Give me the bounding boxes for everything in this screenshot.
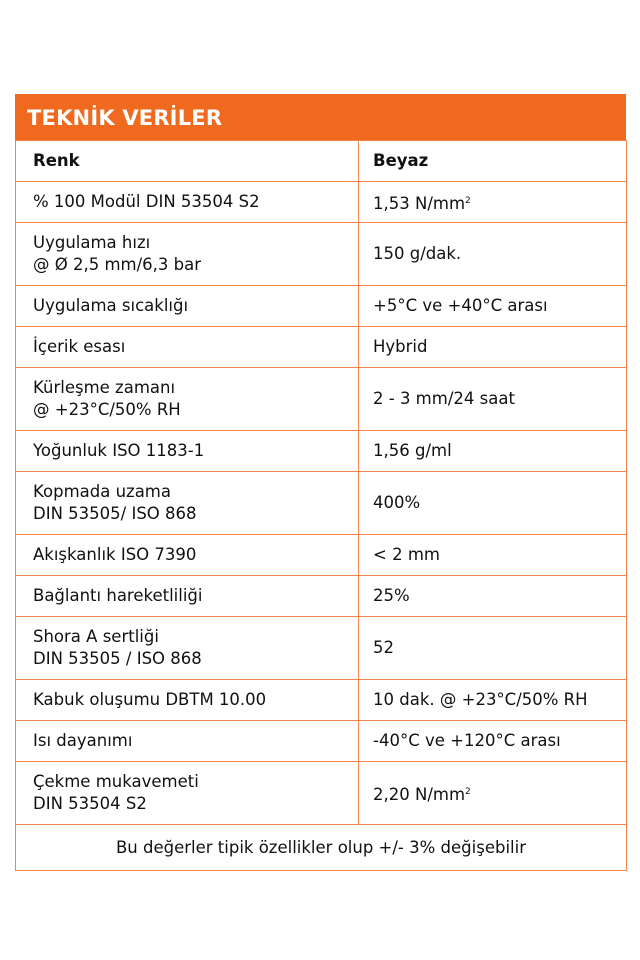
property-value: [359, 472, 627, 535]
property-name: [16, 286, 359, 327]
property-value: [359, 286, 627, 327]
property-name-line: Renk: [33, 151, 80, 170]
property-value: [359, 576, 627, 617]
property-value-text: 25%: [373, 586, 410, 605]
property-value: [359, 431, 627, 472]
property-value-text: 1,53 N/mm: [373, 193, 466, 213]
table-row: [16, 182, 627, 223]
property-value-text: +5°C ve +40°C arası: [373, 296, 548, 315]
property-value-text: 1,56 g/ml: [373, 441, 452, 460]
property-value: [359, 762, 627, 825]
property-name: [16, 617, 359, 680]
property-value-text: 52: [373, 638, 394, 657]
table-row: [16, 472, 627, 535]
property-value-text: 150 g/dak.: [373, 244, 462, 263]
property-name-line: Kürleşme zamanı: [33, 378, 176, 397]
property-value-text: < 2 mm: [373, 545, 440, 564]
property-name-line: Uygulama sıcaklığı: [33, 296, 189, 315]
unit-superscript: 2: [465, 786, 471, 797]
property-name-line: Kabuk oluşumu DBTM 10.00: [33, 690, 267, 709]
property-name-line: Çekme mukavemeti: [33, 772, 199, 791]
property-name: [16, 576, 359, 617]
property-value-text: 400%: [373, 493, 421, 512]
property-name: [16, 368, 359, 431]
property-name: [16, 472, 359, 535]
property-value: [359, 617, 627, 680]
property-value: [359, 535, 627, 576]
property-name: [16, 327, 359, 368]
property-name-line: % 100 Modül DIN 53504 S2: [33, 192, 260, 211]
table-row: [16, 680, 627, 721]
property-name-line: DIN 53504 S2: [33, 794, 147, 813]
property-value: [359, 223, 627, 286]
property-value: [359, 327, 627, 368]
technical-data-sheet: [15, 94, 626, 871]
table-row: [16, 535, 627, 576]
unit-superscript: 2: [465, 195, 471, 206]
property-name: [16, 182, 359, 223]
property-name: [16, 141, 359, 182]
table-row: [16, 762, 627, 825]
property-name: [16, 721, 359, 762]
footer-note: Bu değerler tipik özellikler olup +/- 3% değişebilir: [16, 825, 627, 871]
property-name-line: Isı dayanımı: [33, 731, 133, 750]
property-name: [16, 762, 359, 825]
table-row: [16, 721, 627, 762]
property-name-line: @ +23°C/50% RH: [33, 400, 181, 419]
property-name-line: DIN 53505 / ISO 868: [33, 649, 202, 668]
property-name-line: Yoğunluk ISO 1183-1: [33, 441, 205, 460]
table-row: [16, 286, 627, 327]
property-name-line: Akışkanlık ISO 7390: [33, 545, 197, 564]
table-row: [16, 368, 627, 431]
property-value: [359, 368, 627, 431]
property-name: [16, 680, 359, 721]
property-value-text: 10 dak. @ +23°C/50% RH: [373, 690, 588, 709]
property-name-line: Uygulama hızı: [33, 233, 151, 252]
table-row: [16, 431, 627, 472]
property-name-line: DIN 53505/ ISO 868: [33, 504, 197, 523]
property-name: [16, 223, 359, 286]
table-row: [16, 327, 627, 368]
table-row: [16, 141, 627, 182]
property-value-text: Hybrid: [373, 337, 428, 356]
property-value-text: 2,20 N/mm: [373, 784, 466, 804]
property-name-line: Bağlantı hareketliliği: [33, 586, 203, 605]
technical-data-table: [15, 140, 627, 871]
table-row: [16, 617, 627, 680]
property-value-text: Beyaz: [373, 151, 429, 170]
property-name-line: İçerik esası: [33, 337, 126, 356]
property-value: [359, 141, 627, 182]
property-value: [359, 182, 627, 223]
property-value-text: 2 - 3 mm/24 saat: [373, 389, 515, 408]
property-name-line: Shora A sertliği: [33, 627, 159, 646]
property-value-text: -40°C ve +120°C arası: [373, 731, 561, 750]
section-title: TEKNİK VERİLER: [15, 94, 626, 140]
property-value: [359, 680, 627, 721]
property-value: [359, 721, 627, 762]
table-row: [16, 223, 627, 286]
property-name-line: Kopmada uzama: [33, 482, 171, 501]
property-name: [16, 535, 359, 576]
property-name-line: @ Ø 2,5 mm/6,3 bar: [33, 255, 202, 274]
property-name: [16, 431, 359, 472]
table-row: [16, 576, 627, 617]
footer-row: [16, 825, 627, 871]
